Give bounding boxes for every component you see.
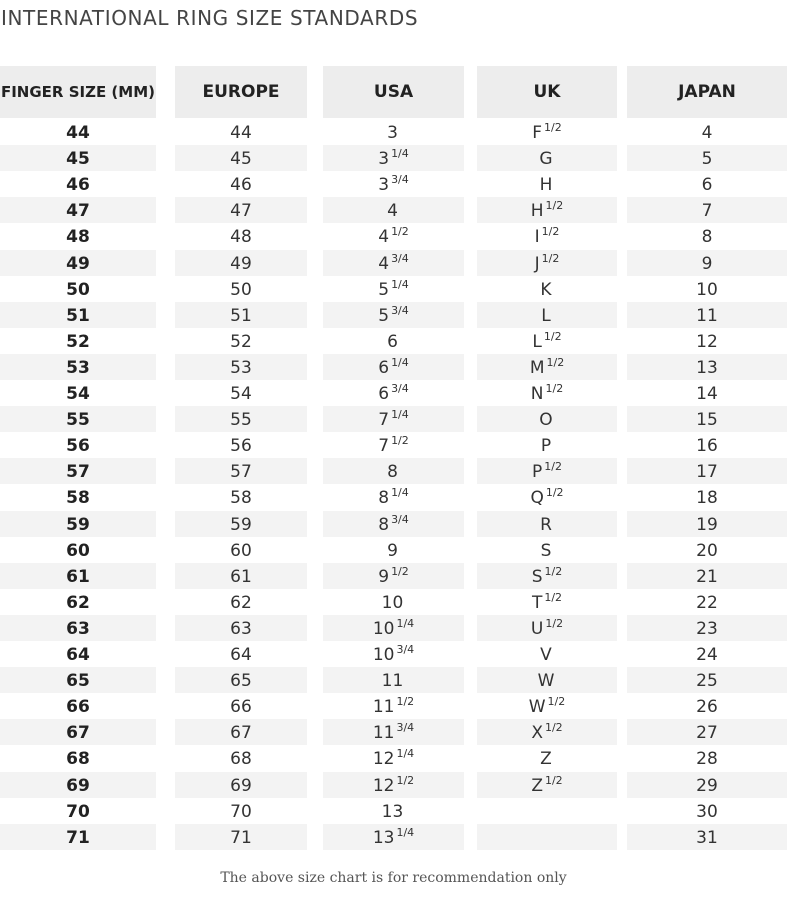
cell-uk-fraction: 1/2 bbox=[545, 199, 564, 213]
cell-uk bbox=[477, 432, 617, 458]
cell-usa-fraction: 1/2 bbox=[391, 225, 409, 239]
cell-finger-size: 48 bbox=[66, 227, 90, 248]
cell-uk bbox=[477, 589, 617, 615]
cell-usa bbox=[323, 589, 464, 615]
cell-usa-main: 11 bbox=[372, 697, 395, 718]
cell-uk-main: N bbox=[530, 384, 544, 404]
cell-uk-main: J bbox=[534, 253, 540, 274]
cell-usa bbox=[323, 745, 464, 771]
cell-japan: 5 bbox=[627, 145, 787, 171]
cell-europe: 68 bbox=[230, 749, 252, 770]
cell-japan: 17 bbox=[627, 458, 787, 484]
cell-uk bbox=[477, 119, 617, 145]
cell-uk bbox=[477, 197, 617, 223]
table-row bbox=[0, 406, 787, 432]
cell-usa-main: 9 bbox=[378, 566, 390, 587]
cell-uk-fraction: 1/2 bbox=[544, 460, 562, 474]
cell-uk bbox=[477, 145, 617, 171]
cell-usa-fraction: 1/4 bbox=[391, 147, 409, 161]
cell-usa-main: 10 bbox=[381, 592, 404, 613]
cell-finger-size: 49 bbox=[0, 250, 156, 276]
cell-japan: 28 bbox=[696, 749, 718, 770]
cell-uk-main: P bbox=[532, 462, 543, 483]
cell-europe: 56 bbox=[230, 436, 252, 457]
cell-usa-main: 9 bbox=[387, 540, 398, 561]
header-usa: USA bbox=[323, 66, 464, 118]
cell-japan: 30 bbox=[696, 801, 718, 822]
page-title: INTERNATIONAL RING SIZE STANDARDS bbox=[1, 6, 419, 30]
cell-usa bbox=[323, 406, 464, 432]
cell-usa-fraction: 3/4 bbox=[391, 173, 409, 187]
cell-finger-size: 55 bbox=[0, 406, 156, 432]
cell-europe: 53 bbox=[175, 354, 307, 380]
cell-finger-size: 69 bbox=[0, 772, 156, 798]
footnote: The above size chart is for recommendation only bbox=[220, 870, 567, 886]
table-row bbox=[0, 432, 787, 458]
cell-uk bbox=[477, 276, 617, 302]
cell-japan: 4 bbox=[701, 123, 713, 143]
cell-finger-size: 68 bbox=[66, 749, 90, 770]
table-row bbox=[0, 354, 787, 380]
cell-uk bbox=[477, 171, 617, 197]
cell-uk bbox=[477, 484, 617, 510]
cell-uk-main: G bbox=[539, 149, 553, 170]
cell-usa bbox=[323, 667, 464, 693]
cell-usa-fraction: 1/2 bbox=[391, 564, 409, 578]
cell-usa-fraction: 1/4 bbox=[391, 355, 409, 369]
cell-finger-size: 51 bbox=[0, 302, 156, 328]
table-row bbox=[0, 197, 787, 223]
cell-usa-main: 11 bbox=[381, 671, 404, 692]
cell-uk-main: M bbox=[529, 357, 545, 378]
cell-japan: 11 bbox=[627, 302, 787, 328]
cell-uk bbox=[477, 693, 617, 719]
cell-uk bbox=[477, 641, 617, 667]
cell-finger-size: 47 bbox=[0, 197, 156, 223]
cell-uk bbox=[477, 354, 617, 380]
cell-japan: 27 bbox=[627, 719, 787, 745]
cell-japan: 8 bbox=[701, 227, 713, 248]
cell-japan: 21 bbox=[627, 563, 787, 589]
cell-uk bbox=[477, 824, 617, 850]
cell-usa bbox=[323, 615, 464, 641]
cell-usa-main: 11 bbox=[372, 723, 395, 744]
cell-finger-size: 56 bbox=[66, 436, 90, 457]
cell-usa bbox=[323, 380, 464, 406]
cell-uk bbox=[477, 798, 617, 824]
cell-japan: 10 bbox=[696, 279, 718, 300]
cell-usa-fraction: 3/4 bbox=[391, 251, 409, 265]
cell-europe: 47 bbox=[175, 197, 307, 223]
cell-usa-main: 4 bbox=[378, 227, 390, 248]
cell-finger-size: 45 bbox=[0, 145, 156, 171]
cell-europe: 46 bbox=[230, 175, 252, 196]
cell-uk-main: H bbox=[530, 201, 544, 222]
cell-uk-fraction: 1/2 bbox=[545, 382, 564, 395]
table-row bbox=[0, 693, 787, 719]
table-row bbox=[0, 667, 787, 693]
cell-usa-main: 6 bbox=[378, 357, 390, 378]
cell-usa bbox=[323, 537, 464, 563]
cell-uk bbox=[477, 667, 617, 693]
cell-finger-size: 57 bbox=[0, 458, 156, 484]
table-row bbox=[0, 615, 787, 641]
table-row bbox=[0, 798, 787, 824]
cell-usa-fraction: 1/4 bbox=[396, 825, 415, 839]
cell-uk bbox=[477, 302, 617, 328]
cell-uk bbox=[477, 745, 617, 771]
cell-usa-main: 6 bbox=[378, 384, 390, 404]
cell-uk bbox=[477, 406, 617, 432]
cell-usa bbox=[323, 171, 464, 197]
cell-uk-fraction: 1/2 bbox=[544, 773, 563, 787]
cell-uk bbox=[477, 615, 617, 641]
cell-usa-fraction: 3/4 bbox=[396, 721, 415, 735]
cell-uk-fraction: 1/2 bbox=[541, 251, 560, 265]
cell-usa bbox=[323, 641, 464, 667]
cell-uk-fraction: 1/2 bbox=[545, 486, 564, 500]
cell-japan: 16 bbox=[696, 436, 718, 457]
table-row bbox=[0, 563, 787, 589]
cell-usa-main: 10 bbox=[372, 645, 395, 665]
table-row bbox=[0, 641, 787, 667]
cell-uk-main: W bbox=[537, 671, 555, 692]
cell-finger-size: 59 bbox=[0, 511, 156, 537]
cell-usa-main: 5 bbox=[378, 305, 390, 326]
cell-usa bbox=[323, 484, 464, 510]
cell-uk bbox=[477, 328, 617, 354]
cell-usa-main: 7 bbox=[378, 410, 390, 431]
table-row bbox=[0, 328, 787, 354]
cell-europe: 48 bbox=[230, 227, 252, 248]
table-row bbox=[0, 119, 787, 145]
cell-japan: 23 bbox=[627, 615, 787, 641]
cell-finger-size: 70 bbox=[66, 801, 90, 822]
cell-finger-size: 65 bbox=[0, 667, 156, 693]
table-row bbox=[0, 589, 787, 615]
cell-usa-fraction: 1/4 bbox=[396, 616, 415, 630]
cell-usa bbox=[323, 250, 464, 276]
cell-usa-fraction: 1/4 bbox=[391, 486, 409, 500]
cell-japan: 14 bbox=[696, 384, 718, 404]
cell-usa bbox=[323, 719, 464, 745]
cell-uk-main: I bbox=[534, 227, 540, 248]
cell-uk-fraction: 1/2 bbox=[544, 121, 562, 134]
cell-japan: 15 bbox=[627, 406, 787, 432]
table-row bbox=[0, 537, 787, 563]
cell-usa-main: 8 bbox=[387, 462, 398, 483]
cell-uk bbox=[477, 772, 617, 798]
cell-europe: 55 bbox=[175, 406, 307, 432]
cell-uk-main: T bbox=[531, 592, 543, 613]
cell-usa-main: 7 bbox=[378, 436, 390, 457]
cell-usa bbox=[323, 798, 464, 824]
cell-usa-main: 8 bbox=[378, 514, 390, 535]
cell-finger-size: 54 bbox=[66, 384, 90, 404]
cell-europe: 50 bbox=[230, 279, 252, 300]
cell-usa-main: 5 bbox=[378, 279, 390, 300]
cell-usa-main: 3 bbox=[387, 123, 398, 143]
header-uk: UK bbox=[477, 66, 617, 118]
cell-japan: 22 bbox=[696, 592, 718, 613]
cell-usa-main: 12 bbox=[372, 775, 395, 796]
cell-japan: 9 bbox=[627, 250, 787, 276]
cell-europe: 61 bbox=[175, 563, 307, 589]
cell-usa-main: 8 bbox=[378, 488, 390, 509]
cell-uk bbox=[477, 511, 617, 537]
cell-europe: 64 bbox=[230, 645, 252, 665]
cell-uk-main: W bbox=[528, 697, 546, 718]
cell-uk bbox=[477, 563, 617, 589]
cell-usa bbox=[323, 824, 464, 850]
cell-europe: 69 bbox=[175, 772, 307, 798]
cell-uk-main: L bbox=[541, 305, 551, 326]
cell-uk-fraction: 1/2 bbox=[541, 225, 560, 239]
cell-uk-main: Q bbox=[530, 488, 544, 509]
cell-uk-fraction: 1/2 bbox=[544, 564, 563, 578]
cell-usa bbox=[323, 458, 464, 484]
cell-europe: 51 bbox=[175, 302, 307, 328]
cell-uk bbox=[477, 223, 617, 249]
cell-uk-main: L bbox=[532, 331, 542, 352]
cell-japan: 24 bbox=[696, 645, 718, 665]
cell-usa-main: 3 bbox=[378, 175, 390, 196]
cell-finger-size: 63 bbox=[0, 615, 156, 641]
cell-usa-fraction: 3/4 bbox=[391, 303, 409, 317]
cell-japan: 26 bbox=[696, 697, 718, 718]
cell-uk-main: H bbox=[539, 175, 553, 196]
cell-usa-fraction: 3/4 bbox=[391, 512, 409, 526]
cell-usa-fraction: 1/2 bbox=[396, 695, 415, 709]
cell-finger-size: 61 bbox=[0, 563, 156, 589]
table-row bbox=[0, 772, 787, 798]
table-row bbox=[0, 824, 787, 850]
cell-japan: 20 bbox=[696, 540, 718, 561]
cell-finger-size: 62 bbox=[66, 592, 90, 613]
table-row bbox=[0, 302, 787, 328]
cell-usa bbox=[323, 302, 464, 328]
cell-usa bbox=[323, 432, 464, 458]
cell-europe: 44 bbox=[230, 123, 252, 143]
cell-uk-main: X bbox=[531, 723, 543, 744]
cell-japan: 12 bbox=[696, 331, 718, 352]
cell-uk-fraction: 1/2 bbox=[543, 329, 562, 343]
header-finger-size: FINGER SIZE (MM) bbox=[0, 66, 156, 118]
header-japan: JAPAN bbox=[627, 66, 787, 118]
cell-finger-size: 52 bbox=[66, 331, 90, 352]
table-row bbox=[0, 223, 787, 249]
cell-usa bbox=[323, 276, 464, 302]
cell-europe: 66 bbox=[230, 697, 252, 718]
cell-finger-size: 58 bbox=[66, 488, 90, 509]
cell-usa bbox=[323, 563, 464, 589]
table-row bbox=[0, 719, 787, 745]
cell-finger-size: 66 bbox=[66, 697, 90, 718]
cell-uk bbox=[477, 458, 617, 484]
cell-usa bbox=[323, 511, 464, 537]
cell-europe: 71 bbox=[175, 824, 307, 850]
cell-japan: 29 bbox=[627, 772, 787, 798]
cell-japan: 25 bbox=[627, 667, 787, 693]
cell-europe: 45 bbox=[175, 145, 307, 171]
cell-uk-main: K bbox=[540, 279, 552, 300]
cell-usa-main: 3 bbox=[378, 149, 390, 170]
table-row bbox=[0, 458, 787, 484]
cell-uk-main: Z bbox=[531, 775, 543, 796]
cell-europe: 60 bbox=[230, 540, 252, 561]
table-row bbox=[0, 276, 787, 302]
cell-uk-main: V bbox=[540, 645, 552, 665]
cell-finger-size: 53 bbox=[0, 354, 156, 380]
cell-uk-main: S bbox=[531, 566, 543, 587]
cell-uk bbox=[477, 380, 617, 406]
cell-finger-size: 64 bbox=[66, 645, 90, 665]
cell-usa-fraction: 3/4 bbox=[396, 643, 415, 656]
cell-europe: 52 bbox=[230, 331, 252, 352]
cell-europe: 59 bbox=[175, 511, 307, 537]
table-row bbox=[0, 484, 787, 510]
cell-finger-size: 44 bbox=[66, 123, 90, 143]
table-row bbox=[0, 171, 787, 197]
cell-uk bbox=[477, 537, 617, 563]
cell-europe: 62 bbox=[230, 592, 252, 613]
cell-usa-main: 6 bbox=[387, 331, 398, 352]
cell-usa-main: 13 bbox=[381, 801, 404, 822]
cell-uk-fraction: 1/2 bbox=[545, 616, 564, 630]
cell-europe: 49 bbox=[175, 250, 307, 276]
cell-usa-fraction: 1/4 bbox=[391, 277, 409, 291]
cell-usa-main: 12 bbox=[372, 749, 395, 770]
cell-usa-main: 4 bbox=[378, 253, 390, 274]
cell-usa-fraction: 1/2 bbox=[391, 434, 409, 448]
cell-uk-fraction: 1/2 bbox=[547, 695, 566, 709]
cell-europe: 58 bbox=[230, 488, 252, 509]
cell-usa-main: 13 bbox=[372, 827, 395, 848]
table-row bbox=[0, 745, 787, 771]
cell-usa-fraction: 1/2 bbox=[396, 773, 415, 787]
cell-usa bbox=[323, 328, 464, 354]
cell-europe: 54 bbox=[230, 384, 252, 404]
table-row bbox=[0, 145, 787, 171]
table-row bbox=[0, 250, 787, 276]
cell-usa-fraction: 3/4 bbox=[391, 382, 409, 395]
cell-finger-size: 71 bbox=[0, 824, 156, 850]
cell-uk-main: F bbox=[532, 123, 543, 143]
cell-japan: 19 bbox=[627, 511, 787, 537]
cell-uk bbox=[477, 250, 617, 276]
cell-europe: 67 bbox=[175, 719, 307, 745]
cell-finger-size: 50 bbox=[66, 279, 90, 300]
cell-uk-fraction: 1/2 bbox=[546, 355, 565, 369]
cell-usa bbox=[323, 119, 464, 145]
cell-usa-main: 10 bbox=[372, 618, 395, 639]
cell-japan: 31 bbox=[627, 824, 787, 850]
cell-uk-main: Z bbox=[540, 749, 552, 770]
cell-usa bbox=[323, 354, 464, 380]
cell-uk-main: S bbox=[540, 540, 552, 561]
cell-japan: 13 bbox=[627, 354, 787, 380]
table-row bbox=[0, 380, 787, 406]
cell-finger-size: 60 bbox=[66, 540, 90, 561]
cell-japan: 6 bbox=[701, 175, 713, 196]
cell-usa bbox=[323, 223, 464, 249]
cell-japan: 7 bbox=[627, 197, 787, 223]
cell-usa bbox=[323, 197, 464, 223]
cell-uk-main: R bbox=[540, 514, 552, 535]
cell-japan: 18 bbox=[696, 488, 718, 509]
cell-finger-size: 67 bbox=[0, 719, 156, 745]
cell-uk bbox=[477, 719, 617, 745]
cell-uk-main: O bbox=[539, 410, 553, 431]
cell-usa bbox=[323, 772, 464, 798]
cell-uk-main: P bbox=[540, 436, 552, 457]
cell-uk-main: U bbox=[530, 618, 544, 639]
cell-uk-fraction: 1/2 bbox=[544, 721, 563, 735]
cell-usa-main: 4 bbox=[387, 201, 398, 222]
cell-europe: 70 bbox=[230, 801, 252, 822]
cell-europe: 65 bbox=[175, 667, 307, 693]
cell-usa-fraction: 1/4 bbox=[391, 408, 409, 422]
cell-usa bbox=[323, 145, 464, 171]
cell-usa bbox=[323, 693, 464, 719]
cell-europe: 57 bbox=[175, 458, 307, 484]
cell-europe: 63 bbox=[175, 615, 307, 641]
table-row bbox=[0, 511, 787, 537]
cell-uk-fraction: 1/2 bbox=[544, 590, 563, 604]
cell-usa-fraction: 1/4 bbox=[396, 747, 415, 761]
cell-finger-size: 46 bbox=[66, 175, 90, 196]
header-europe: EUROPE bbox=[175, 66, 307, 118]
